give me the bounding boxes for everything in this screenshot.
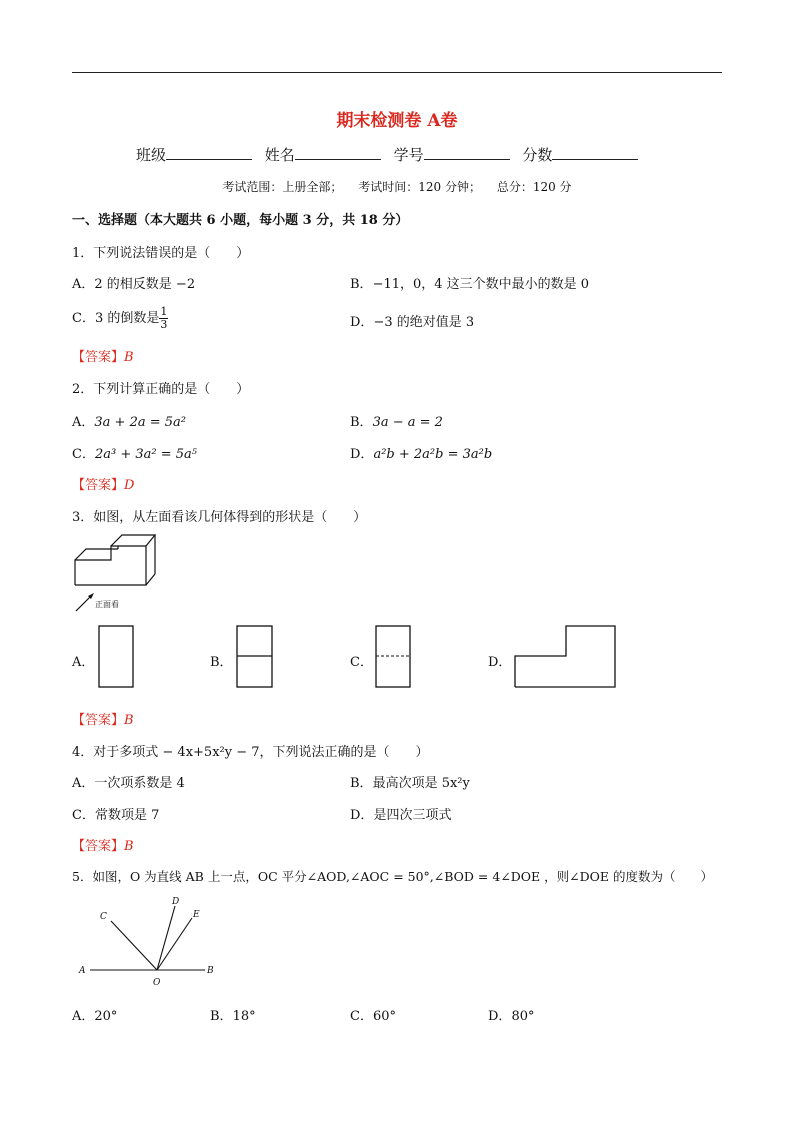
q4-b-label: B．	[350, 776, 373, 791]
q2-answer-prefix: 【答案】	[72, 478, 125, 493]
q2-stem: 2．下列计算正确的是（ ）	[72, 382, 250, 397]
q1-a-label: A．	[72, 277, 95, 292]
q3-stem: 3．如图，从左面看该几何体得到的形状是（ ）	[72, 510, 367, 525]
q1-d-text: −3 的绝对值是 3	[373, 315, 475, 330]
q5-b-label: B．	[210, 1009, 233, 1024]
q4-d-text: 是四次三项式	[373, 808, 452, 823]
q4-b-text: 最高次项是 5x²y	[372, 776, 470, 791]
q3-option-a: A．	[72, 655, 95, 670]
q1-stem: 1．下列说法错误的是（ ）	[72, 246, 250, 261]
class-label: 班级	[136, 146, 167, 164]
q5-a-text: 20°	[94, 1009, 118, 1024]
q3-option-b: B．	[210, 655, 233, 670]
q5-point-c: C	[100, 912, 107, 922]
q5-b-text: 18°	[232, 1009, 256, 1024]
q1-c-numerator: 1	[160, 305, 168, 318]
q5-point-o: O	[153, 978, 161, 988]
q5-c-text: 60°	[372, 1009, 396, 1024]
q2-d-text: a²b + 2a²b = 3a²b	[373, 447, 493, 462]
q5-d-label: D．	[488, 1009, 512, 1024]
q5-option-d	[488, 1005, 534, 1024]
q5-option-a	[72, 1005, 117, 1024]
q5-option-c	[350, 1005, 396, 1024]
id-label: 学号	[393, 146, 424, 164]
q5-option-b	[210, 1005, 256, 1024]
page-title: 期末检测卷 A卷	[336, 111, 458, 131]
q1-c-label: C．	[72, 311, 95, 326]
q2-a-label: A．	[72, 415, 95, 430]
q1-b-label: B．	[350, 277, 373, 292]
q2-c-label: C．	[72, 447, 95, 462]
q2-b-label: B．	[350, 415, 373, 430]
q5-point-e: E	[193, 910, 200, 920]
q1-b-text: −11，0，4 这三个数中最小的数是 0	[372, 277, 590, 292]
section-heading: 一、选择题（本大题共 6 小题，每小题 3 分，共 18 分）	[72, 213, 409, 228]
q4-a-label: A．	[72, 776, 95, 791]
q5-point-a: A	[79, 966, 86, 976]
q3-option-d: D．	[488, 655, 512, 670]
q5-d-text: 80°	[511, 1009, 535, 1024]
exam-time: 考试时间：120 分钟；	[358, 180, 481, 194]
q5-point-b: B	[207, 966, 214, 976]
q2-answer-value: D	[124, 478, 135, 493]
q3-option-c: C．	[350, 655, 373, 670]
name-label: 姓名	[264, 146, 295, 164]
q3-front-label: 正面看	[95, 600, 119, 609]
q4-d-label: D．	[350, 808, 374, 823]
q4-c-text: 常数项是 7	[94, 808, 160, 823]
score-label: 分数	[522, 146, 553, 164]
q1-answer-prefix: 【答案】	[72, 350, 125, 365]
q3-answer-prefix: 【答案】	[72, 713, 125, 728]
q4-a-text: 一次项系数是 4	[94, 776, 185, 791]
q4-stem: 4．对于多项式 − 4x+5x²y − 7，下列说法正确的是（ ）	[72, 745, 429, 760]
q1-answer-value: B	[124, 350, 134, 365]
q1-c-text: 3 的倒数是	[94, 311, 160, 326]
q3-answer-value: B	[124, 713, 134, 728]
q2-b-text: 3a − a = 2	[372, 415, 443, 430]
q5-a-label: A．	[72, 1009, 95, 1024]
exam-total: 总分：120 分	[496, 180, 572, 194]
q1-c-denominator: 3	[160, 318, 168, 331]
q2-d-label: D．	[350, 447, 374, 462]
q5-c-label: C．	[350, 1009, 373, 1024]
q1-d-label: D．	[350, 315, 374, 330]
q5-stem: 5．如图，O 为直线 AB 上一点，OC 平分∠AOD,∠AOC = 50°,∠BOD = 4∠DOE ，则∠DOE 的度数为（ ）	[72, 869, 713, 884]
q2-a-text: 3a + 2a = 5a²	[94, 415, 186, 430]
exam-scope: 考试范围：上册全部；	[222, 180, 343, 194]
q2-c-text: 2a³ + 3a² = 5a⁵	[94, 447, 197, 462]
q4-c-label: C．	[72, 808, 95, 823]
q4-answer-value: B	[124, 839, 134, 854]
q5-point-d: D	[172, 897, 180, 907]
q4-answer-prefix: 【答案】	[72, 839, 125, 854]
q1-a-text: 2 的相反数是 −2	[94, 277, 196, 292]
